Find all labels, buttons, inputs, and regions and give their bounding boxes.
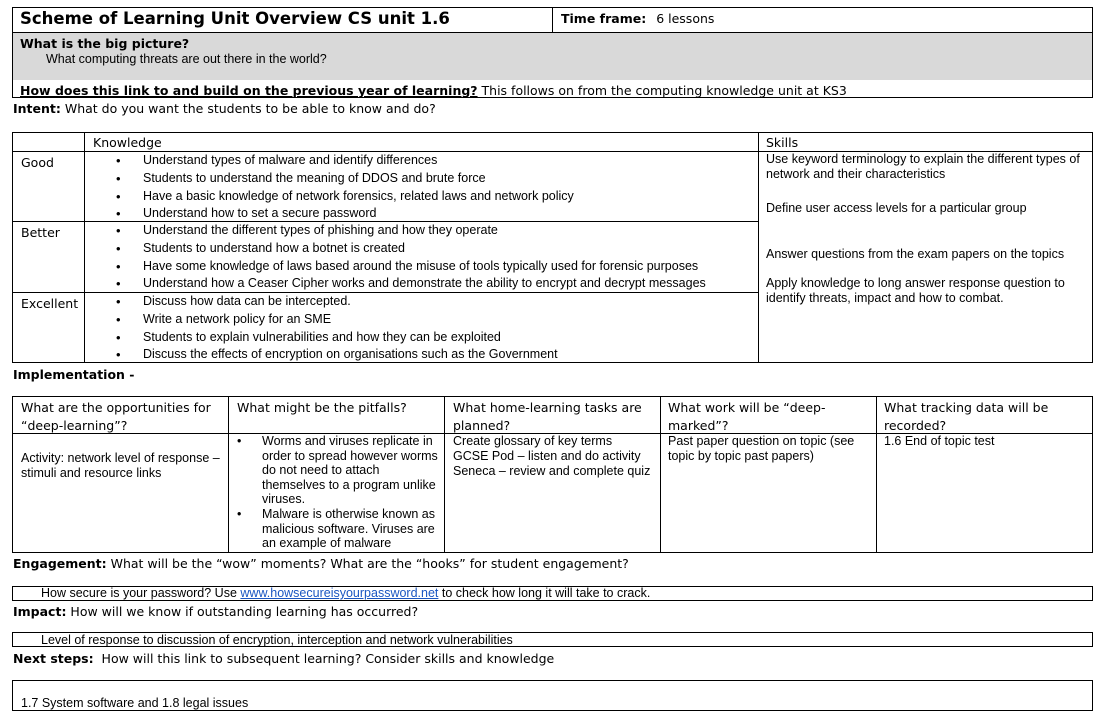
impl-header-deep-marked: What work will be “deep-marked”? — [668, 400, 826, 433]
list-item: • Have some knowledge of laws based around the misuse of tools typically used for forensic purposes — [143, 258, 706, 276]
list-item: • Write a network policy for an SME — [143, 311, 558, 329]
impl-col-divider-4 — [876, 396, 877, 553]
list-item: • Have a basic knowledge of network forensics, related laws and network policy — [143, 188, 574, 206]
list-item: • Understand types of malware and identify differences — [143, 152, 574, 170]
engagement-text-after: to check how long it will take to crack. — [438, 586, 651, 600]
impact-label: Impact: — [13, 604, 67, 619]
home-learning-tasks — [453, 434, 658, 479]
next-steps-text: 1.7 System software and 1.8 legal issues — [21, 696, 249, 710]
next-steps-label: Next steps: — [13, 651, 94, 666]
better-knowledge-list — [143, 222, 706, 293]
previous-learning-text: This follows on from the computing knowledge unit at KS3 — [477, 83, 847, 98]
engagement-text — [41, 586, 650, 600]
page-title: Scheme of Learning Unit Overview CS unit 1.6 — [20, 9, 450, 28]
impact-text: Level of response to discussion of encryption, interception and network vulnerabilities — [41, 633, 513, 647]
password-checker-link[interactable]: www.howsecureisyourpassword.net — [240, 586, 439, 600]
impl-header-deep-learning: What are the opportunities for “deep-learning”? — [21, 400, 211, 433]
big-picture-text: What computing threats are out there in the world? — [46, 52, 327, 66]
list-item: Seneca – review and complete quiz — [453, 464, 651, 478]
intent-col-divider-2 — [758, 132, 759, 363]
impl-header-home-learning: What home-learning tasks are planned? — [453, 400, 642, 433]
engagement-text-before: How secure is your password? Use — [41, 586, 241, 600]
intent-heading — [13, 101, 436, 116]
next-steps-question: How will this link to subsequent learning? Consider skills and knowledge — [93, 651, 555, 666]
skill-4: Apply knowledge to long answer response question to identify threats, impact and how to combat. — [766, 276, 1065, 305]
pitfalls-list — [237, 434, 442, 551]
impact-heading — [13, 604, 418, 619]
good-knowledge-list — [143, 152, 574, 223]
time-frame-value: 6 lessons — [656, 11, 715, 26]
intent-label: Intent: — [13, 101, 61, 116]
list-item: • Understand how to set a secure password — [143, 205, 574, 223]
impl-col-divider-2 — [444, 396, 445, 553]
engagement-heading — [13, 556, 629, 571]
deep-learning-activity: Activity: network level of response – stimuli and resource links — [21, 451, 220, 480]
list-item: GCSE Pod – listen and do activity — [453, 449, 641, 463]
skill-1: Use keyword terminology to explain the different types of network and their characteristics — [766, 152, 1080, 181]
impl-header-tracking: What tracking data will be recorded? — [884, 400, 1049, 433]
skill-3: Answer questions from the exam papers on the topics — [766, 247, 1065, 261]
impl-col-divider-3 — [660, 396, 661, 553]
list-item: • Discuss the effects of encryption on organisations such as the Government — [143, 346, 558, 364]
intent-col-divider-1 — [84, 132, 85, 363]
level-better: Better — [21, 225, 60, 240]
list-item: • Students to understand the meaning of DDOS and brute force — [143, 170, 574, 188]
impl-header-pitfalls: What might be the pitfalls? — [237, 400, 407, 415]
previous-learning — [20, 83, 847, 98]
implementation-label: Implementation - — [13, 367, 135, 382]
list-item: • Discuss how data can be intercepted. — [143, 293, 558, 311]
impl-col-divider-1 — [228, 396, 229, 553]
list-item: • Malware is otherwise known as malicious software. Viruses are an example of malware — [237, 506, 435, 551]
next-steps-heading — [13, 651, 554, 666]
level-good: Good — [21, 155, 54, 170]
skill-2: Define user access levels for a particular group — [766, 201, 1027, 215]
list-item: • Understand how a Ceaser Cipher works and demonstrate the ability to encrypt and decrypt messages — [143, 275, 706, 293]
list-item: • Students to explain vulnerabilities and how they can be exploited — [143, 329, 558, 347]
list-item: • Understand the different types of phishing and how they operate — [143, 222, 706, 240]
engagement-question: What will be the “wow” moments? What are the “hooks” for student engagement? — [106, 556, 629, 571]
knowledge-header: Knowledge — [93, 135, 162, 150]
level-excellent: Excellent — [21, 296, 79, 311]
time-frame — [561, 11, 714, 26]
big-picture-label: What is the big picture? — [20, 36, 190, 51]
header-divider — [552, 7, 553, 33]
intent-question: What do you want the students to be able to know and do? — [60, 101, 436, 116]
impact-question: How will we know if outstanding learning has occurred? — [66, 604, 419, 619]
excellent-knowledge-list — [143, 293, 558, 364]
deep-marked-work: Past paper question on topic (see topic by topic past papers) — [668, 434, 855, 463]
previous-learning-label: How does this link to and build on the previous year of learning? — [20, 83, 478, 98]
list-item: • Worms and viruses replicate in order to spread however worms do not need to attach themselves to a program unlike viruses. — [237, 434, 438, 507]
list-item: • Students to understand how a botnet is created — [143, 240, 706, 258]
engagement-label: Engagement: — [13, 556, 107, 571]
skills-header: Skills — [766, 135, 799, 150]
list-item: Create glossary of key terms — [453, 434, 613, 448]
time-frame-label: Time frame: — [561, 11, 647, 26]
tracking-data: 1.6 End of topic test — [884, 434, 995, 448]
